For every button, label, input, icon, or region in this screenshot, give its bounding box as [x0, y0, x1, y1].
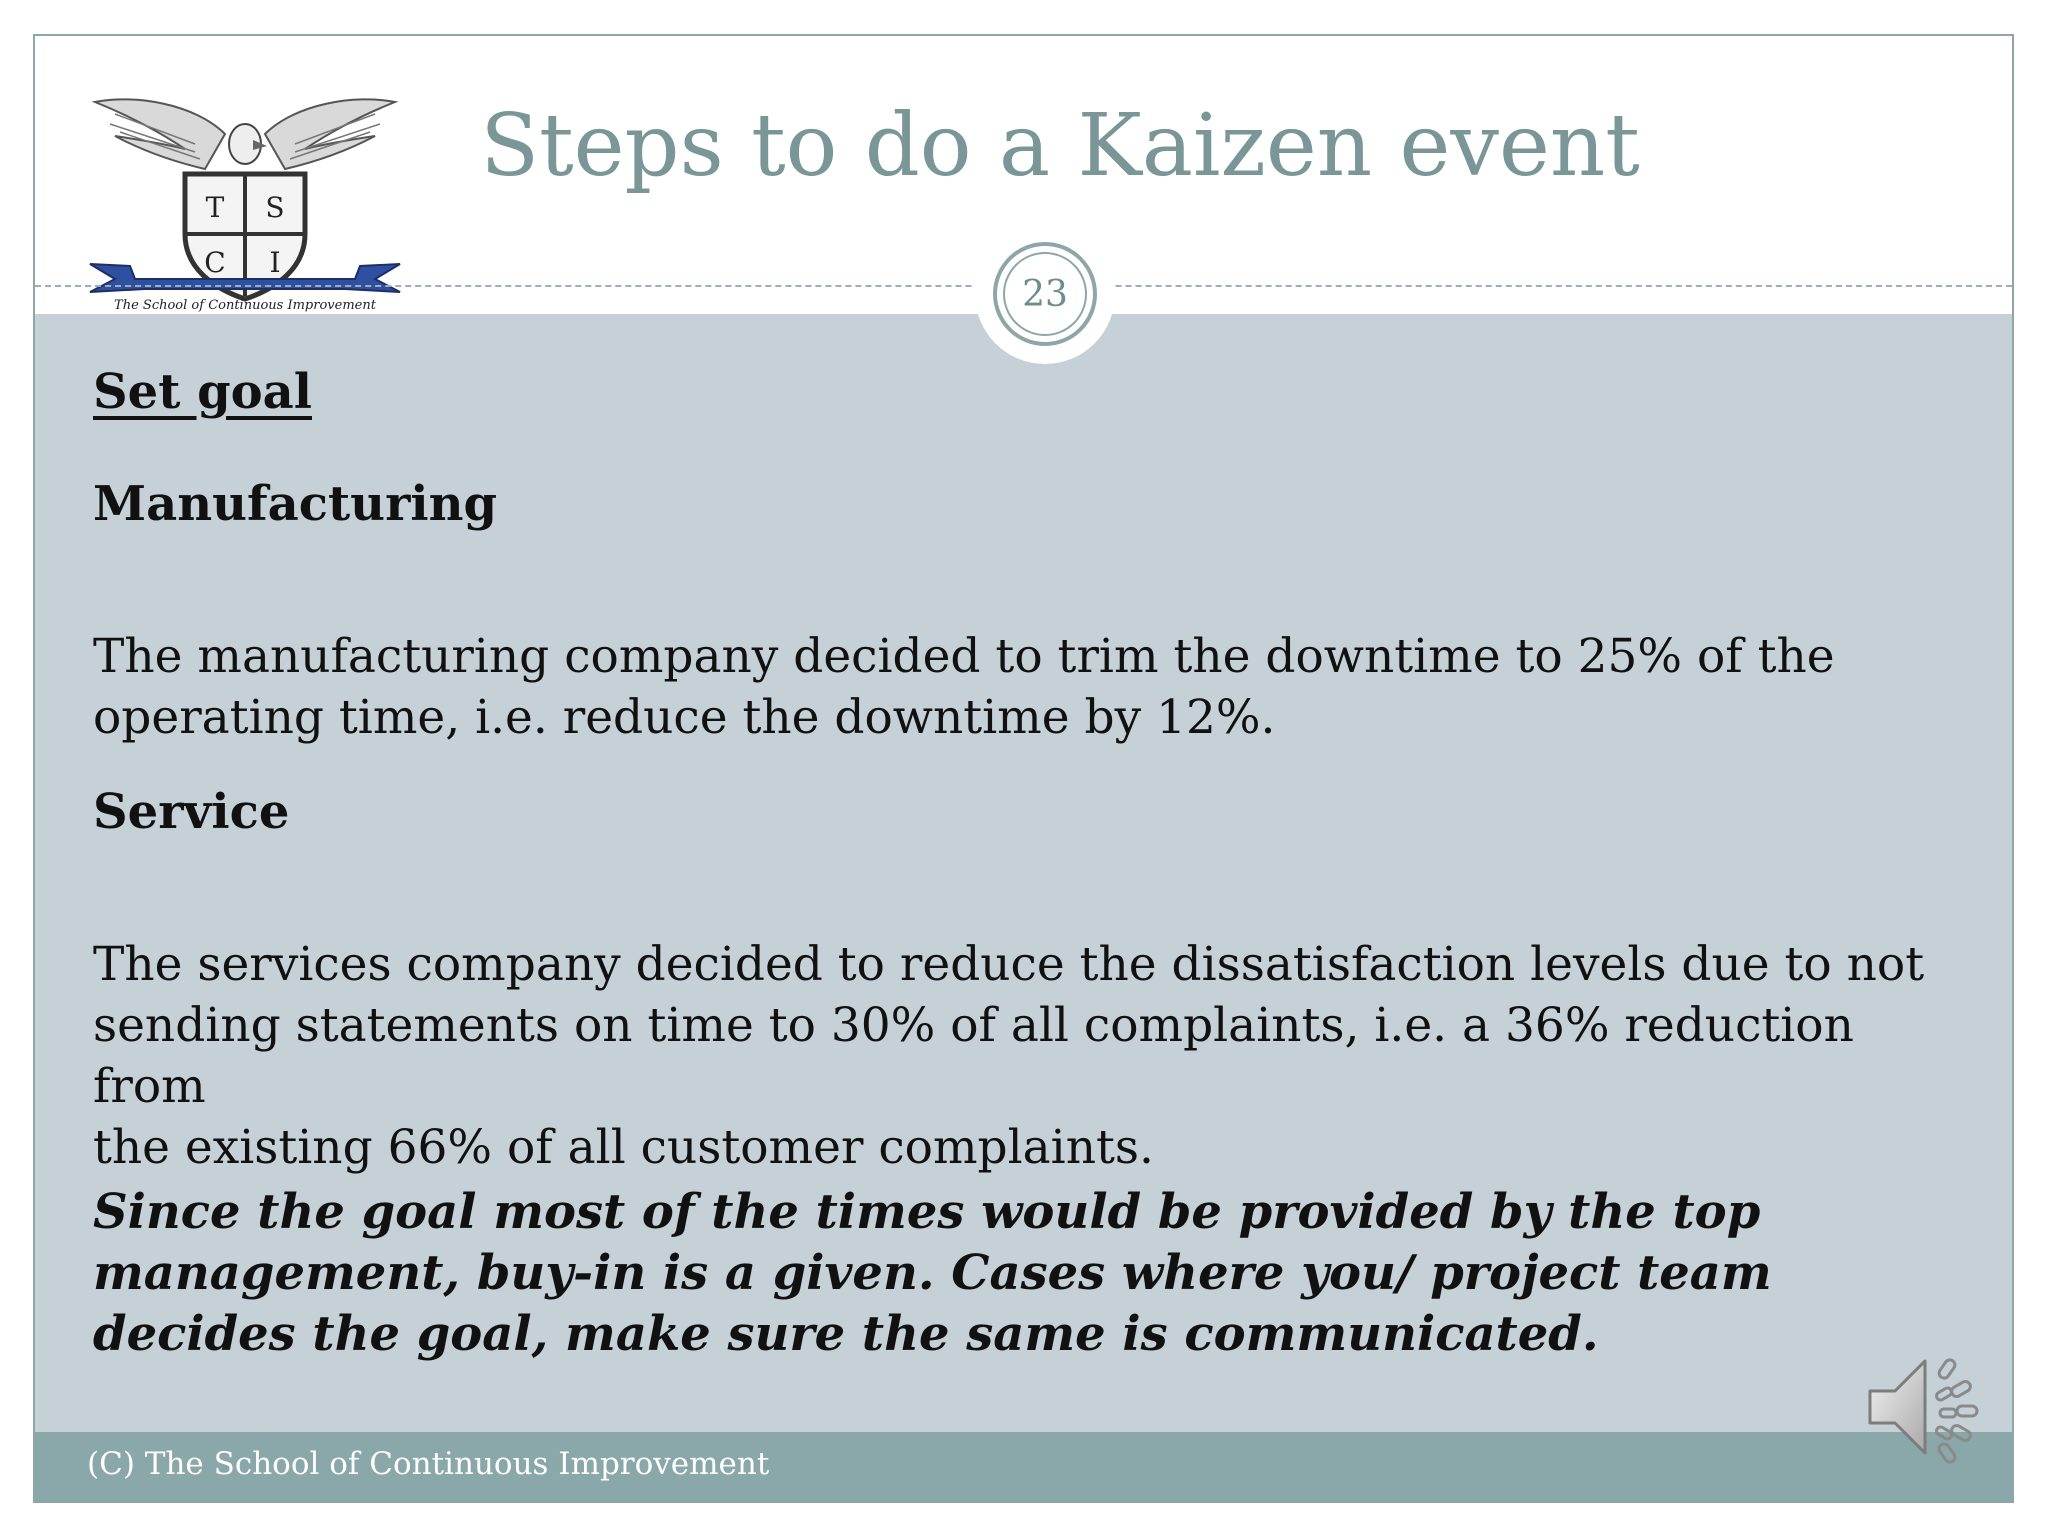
section-title: Set goal	[93, 364, 312, 420]
slide	[33, 34, 2014, 1503]
eagle-left-wing	[95, 99, 225, 169]
logo-letter-s: S	[265, 191, 285, 224]
service-paragraph	[93, 934, 1953, 1178]
service-line: sending statements on time to 30% of all complaints, i.e. a 36% reduction from	[93, 998, 1854, 1114]
goal-note-line: management, buy-in is a given. Cases where you/ project team	[93, 1245, 1772, 1301]
goal-note	[93, 1182, 1953, 1365]
logo-letter-c: C	[204, 246, 226, 279]
service-heading: Service	[93, 784, 290, 840]
logo-letter-t: T	[205, 191, 225, 224]
page-number: 23	[1003, 252, 1087, 336]
speaker-icon[interactable]	[1860, 1341, 2010, 1471]
footer-bar	[35, 1432, 2012, 1503]
page-number-badge	[993, 242, 1097, 346]
eagle-right-wing	[265, 99, 395, 169]
manufacturing-line: The manufacturing company decided to trim the downtime to 25% of the	[93, 629, 1835, 684]
slide-title: Steps to do a Kaizen event	[480, 96, 1640, 196]
footer-copyright: (C) The School of Continuous Improvement	[87, 1446, 770, 1482]
manufacturing-line: operating time, i.e. reduce the downtime by 12%.	[93, 690, 1276, 745]
goal-note-line: decides the goal, make sure the same is communicated.	[93, 1306, 1599, 1362]
manufacturing-heading: Manufacturing	[93, 476, 498, 532]
manufacturing-paragraph	[93, 626, 1953, 748]
logo-letter-i: I	[269, 246, 281, 279]
service-line: the existing 66% of all customer complaints.	[93, 1120, 1154, 1175]
svg-text:The School of Continuous Impro: The School of Continuous Improvement	[114, 298, 376, 313]
goal-note-line: Since the goal most of the times would be provided by the top	[93, 1184, 1761, 1240]
school-logo	[75, 74, 415, 314]
service-line: The services company decided to reduce the dissatisfaction levels due to not	[93, 937, 1925, 992]
